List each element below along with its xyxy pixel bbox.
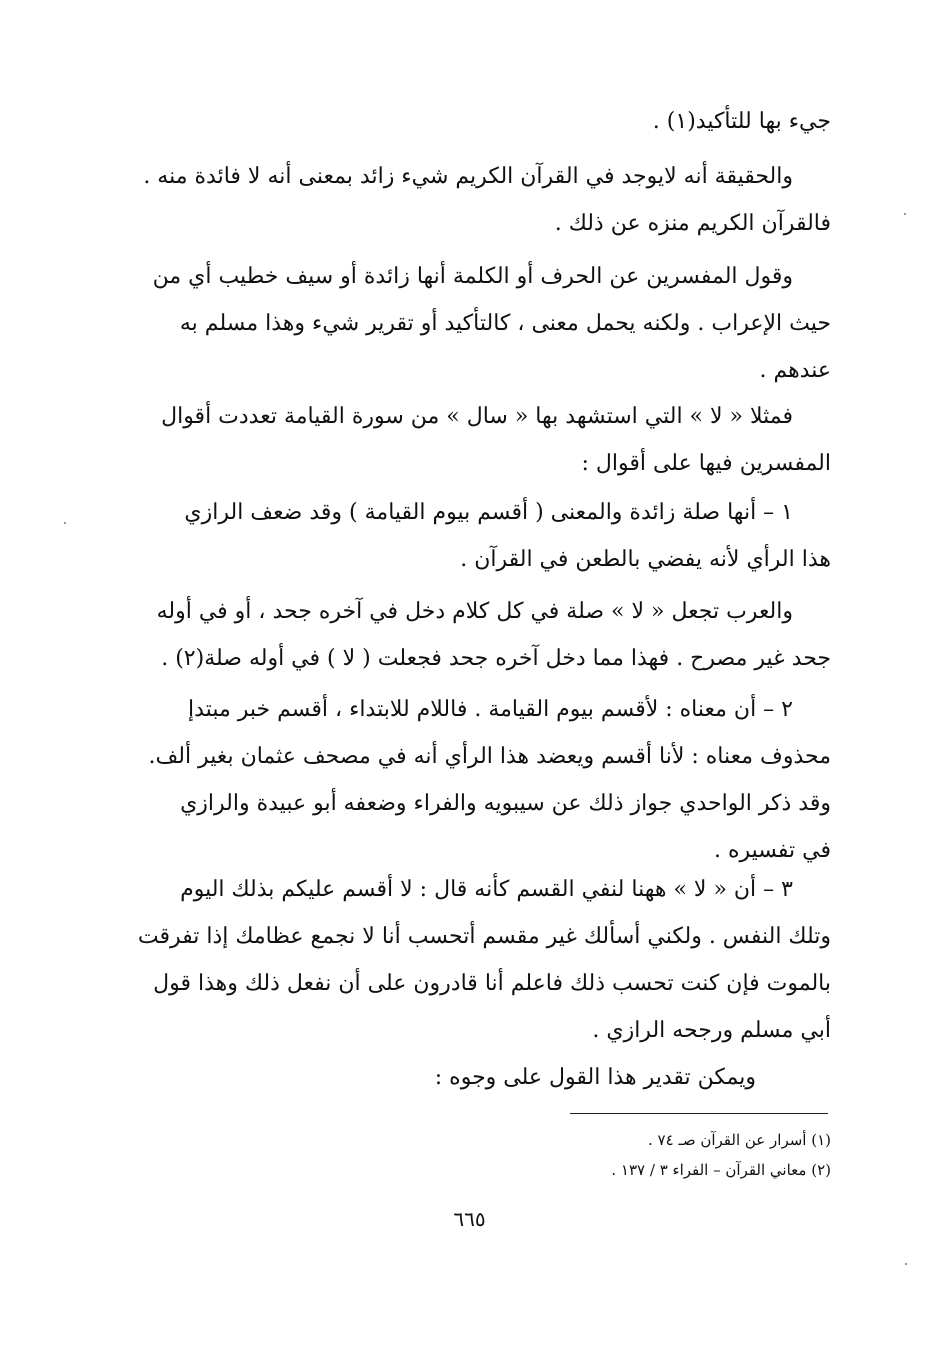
paragraph-point-1 [135, 489, 831, 583]
body-line: محذوف معناه : لأنا أقسم ويعضد هذا الرأي أنه في مصحف عثمان بغير ألف. [148, 744, 831, 769]
paragraph-arabs [135, 588, 831, 682]
paragraph-continuation [135, 98, 831, 145]
scan-speck [64, 522, 66, 524]
footnote-1: (١) أسرار عن القرآن صـ ٧٤ . [648, 1131, 831, 1149]
body-line: فالقرآن الكريم منزه عن ذلك . [554, 211, 831, 236]
body-line: جحد غير مصرح . فهذا مما دخل آخره جحد فجعلت ( لا ) في أوله صلة(٢) . [161, 646, 831, 671]
body-line: فمثلا « لا » التي استشهد بها « سال » من سورة القيامة تعددت أقوال [161, 404, 793, 429]
paragraph-commentators [135, 253, 831, 394]
body-line: حيث الإعراب . ولكنه يحمل معنى ، كالتأكيد أو تقرير شيء وهذا مسلم به [179, 311, 831, 336]
footnotes [300, 1125, 831, 1185]
body-line: والحقيقة أنه لايوجد في القرآن الكريم شيء زائد بمعنى أنه لا فائدة منه . [143, 164, 793, 189]
body-line: ٢ – أن معناه : لأقسم بيوم القيامة . فاللام للابتداء ، أقسم خبر مبتدإ [188, 697, 793, 722]
body-line: ٣ – أن « لا » ههنا لنفي القسم كأنه قال : لا أقسم عليكم بذلك اليوم [180, 877, 793, 902]
body-line: ويمكن تقدير هذا القول على وجوه : [434, 1065, 756, 1090]
paragraph-point-3 [135, 866, 831, 1101]
body-line: المفسرين فيها على أقوال : [581, 451, 831, 476]
body-line: وقد ذكر الواحدي جواز ذلك عن سيبويه والفراء وضعفه أبو عبيدة والرازي [180, 791, 831, 816]
body-line: في تفسيره . [713, 838, 831, 863]
body-line: وقول المفسرين عن الحرف أو الكلمة أنها زائدة أو سيف خطيب أي من [152, 264, 793, 289]
body-line: وتلك النفس . ولكني أسألك غير مقسم أتحسب أنا لا نجمع عظامك إذا تفرقت [137, 924, 831, 949]
body-line: هذا الرأي لأنه يفضي بالطعن في القرآن . [460, 547, 831, 572]
paragraph-truth [135, 153, 831, 247]
page-number: ٦٦٥ [453, 1207, 486, 1231]
body-line: عندهم . [759, 358, 831, 383]
scan-speck [905, 1263, 907, 1265]
body-line: والعرب تجعل « لا » صلة في كل كلام دخل في آخره جحد ، أو في أوله [156, 599, 793, 624]
body-line: أبي مسلم ورجحه الرازي . [592, 1018, 831, 1043]
footnote-2: (٢) معاني القرآن – الفراء ٣ / ١٣٧ . [611, 1161, 831, 1179]
footnote-separator [570, 1113, 828, 1114]
body-line: بالموت فإن كنت تحسب ذلك فاعلم أنا قادرون على أن نفعل ذلك وهذا قول [153, 971, 831, 996]
paragraph-example [135, 393, 831, 487]
scan-speck [904, 213, 906, 215]
body-line: ١ – أنها صلة زائدة والمعنى ( أقسم بيوم القيامة ) وقد ضعف الرازي [184, 500, 793, 525]
paragraph-point-2 [135, 686, 831, 874]
body-line: جيء بها للتأكيد(١) . [652, 109, 831, 134]
